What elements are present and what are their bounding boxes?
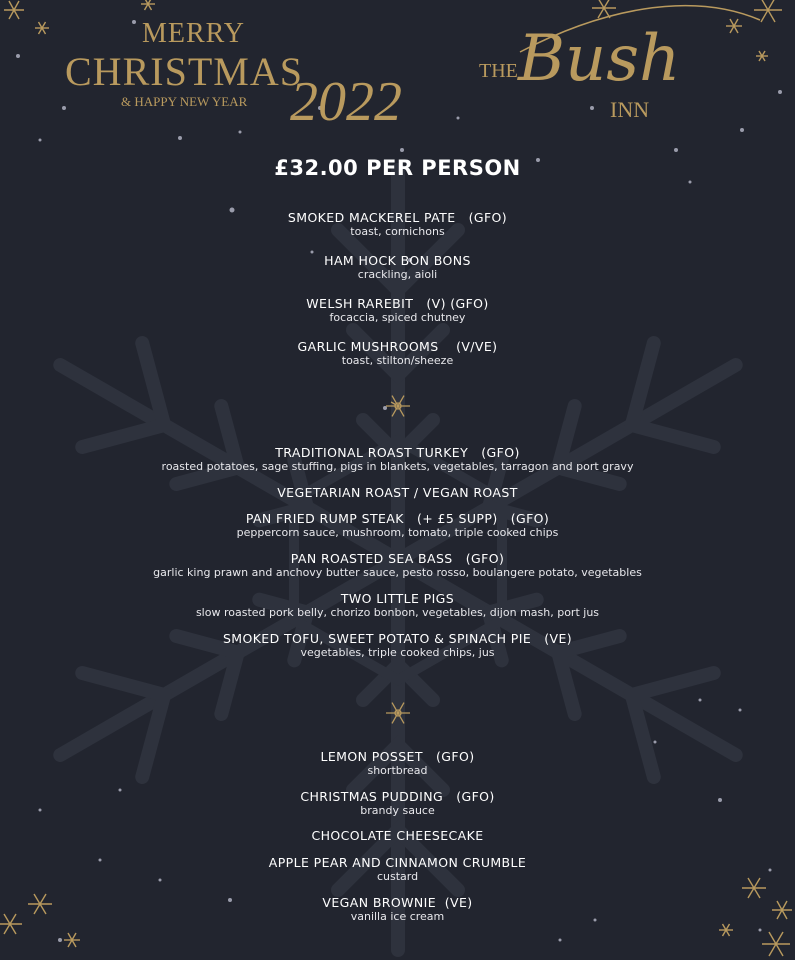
header-christmas: CHRISTMAS	[65, 49, 303, 94]
header-happy-new-year: & HAPPY NEW YEAR	[121, 94, 248, 109]
item-desc: shortbread	[367, 764, 428, 777]
item-name: SMOKED MACKEREL PATE (GFO)	[287, 210, 508, 225]
item-name: LEMON POSSET (GFO)	[320, 749, 475, 764]
menu-item-main	[0, 485, 795, 500]
item-desc: brandy sauce	[360, 804, 435, 817]
menu-item-dessert	[0, 749, 795, 777]
item-desc: vegetables, triple cooked chips, jus	[300, 646, 495, 659]
item-desc: focaccia, spiced chutney	[329, 311, 466, 324]
item-desc: toast, cornichons	[350, 225, 445, 238]
item-desc: vanilla ice cream	[350, 910, 445, 923]
item-name: CHRISTMAS PUDDING (GFO)	[300, 789, 495, 804]
menu-item-main	[0, 631, 795, 659]
item-name: GARLIC MUSHROOMS (V/VE)	[297, 339, 498, 354]
item-name: APPLE PEAR AND CINNAMON CRUMBLE	[268, 855, 527, 870]
item-desc: custard	[376, 870, 419, 883]
item-desc: garlic king prawn and anchovy butter sauce, pesto rosso, boulangere potato, vegetables	[153, 566, 642, 579]
item-name: SMOKED TOFU, SWEET POTATO & SPINACH PIE (VE)	[222, 631, 573, 646]
menu-item-starter	[0, 253, 795, 281]
snowflake-icon	[384, 699, 412, 727]
item-name: HAM HOCK BON BONS	[324, 253, 471, 268]
menu-item-main	[0, 591, 795, 619]
item-desc: roasted potatoes, sage stuffing, pigs in blankets, vegetables, tarragon and port gravy	[161, 460, 634, 473]
item-desc: slow roasted pork belly, chorizo bonbon, vegetables, dijon mash, port jus	[195, 606, 600, 619]
item-name: TWO LITTLE PIGS	[340, 591, 455, 606]
menu-item-dessert	[0, 855, 795, 883]
snowflake-icon	[384, 392, 412, 420]
menu-item-dessert	[0, 895, 795, 923]
menu-item-starter	[0, 296, 795, 324]
item-name: PAN ROASTED SEA BASS (GFO)	[290, 551, 505, 566]
menu-item-main	[0, 445, 795, 473]
item-name: CHOCOLATE CHEESECAKE	[311, 828, 484, 843]
item-name: VEGAN BROWNIE (VE)	[322, 895, 473, 910]
menu-item-dessert	[0, 828, 795, 843]
header-year: 2022	[290, 71, 402, 133]
menu-item-main	[0, 551, 795, 579]
header-merry: MERRY	[142, 18, 246, 49]
logo-bush: Bush	[518, 22, 681, 96]
logo-the: THE	[479, 60, 518, 82]
item-desc: crackling, aioli	[357, 268, 438, 281]
item-desc: peppercorn sauce, mushroom, tomato, triple cooked chips	[236, 526, 559, 539]
price-per-person: £32.00 PER PERSON	[274, 156, 521, 180]
logo-inn: INN	[610, 97, 650, 122]
menu-item-starter	[0, 210, 795, 238]
item-name: WELSH RAREBIT (V) (GFO)	[306, 296, 489, 311]
item-desc: toast, stilton/sheeze	[341, 354, 454, 367]
item-name: TRADITIONAL ROAST TURKEY (GFO)	[275, 445, 520, 460]
item-name: VEGETARIAN ROAST / VEGAN ROAST	[277, 485, 518, 500]
menu-item-dessert	[0, 789, 795, 817]
item-name: PAN FRIED RUMP STEAK (+ £5 SUPP) (GFO)	[245, 511, 550, 526]
menu-item-main	[0, 511, 795, 539]
menu-item-starter	[0, 339, 795, 367]
